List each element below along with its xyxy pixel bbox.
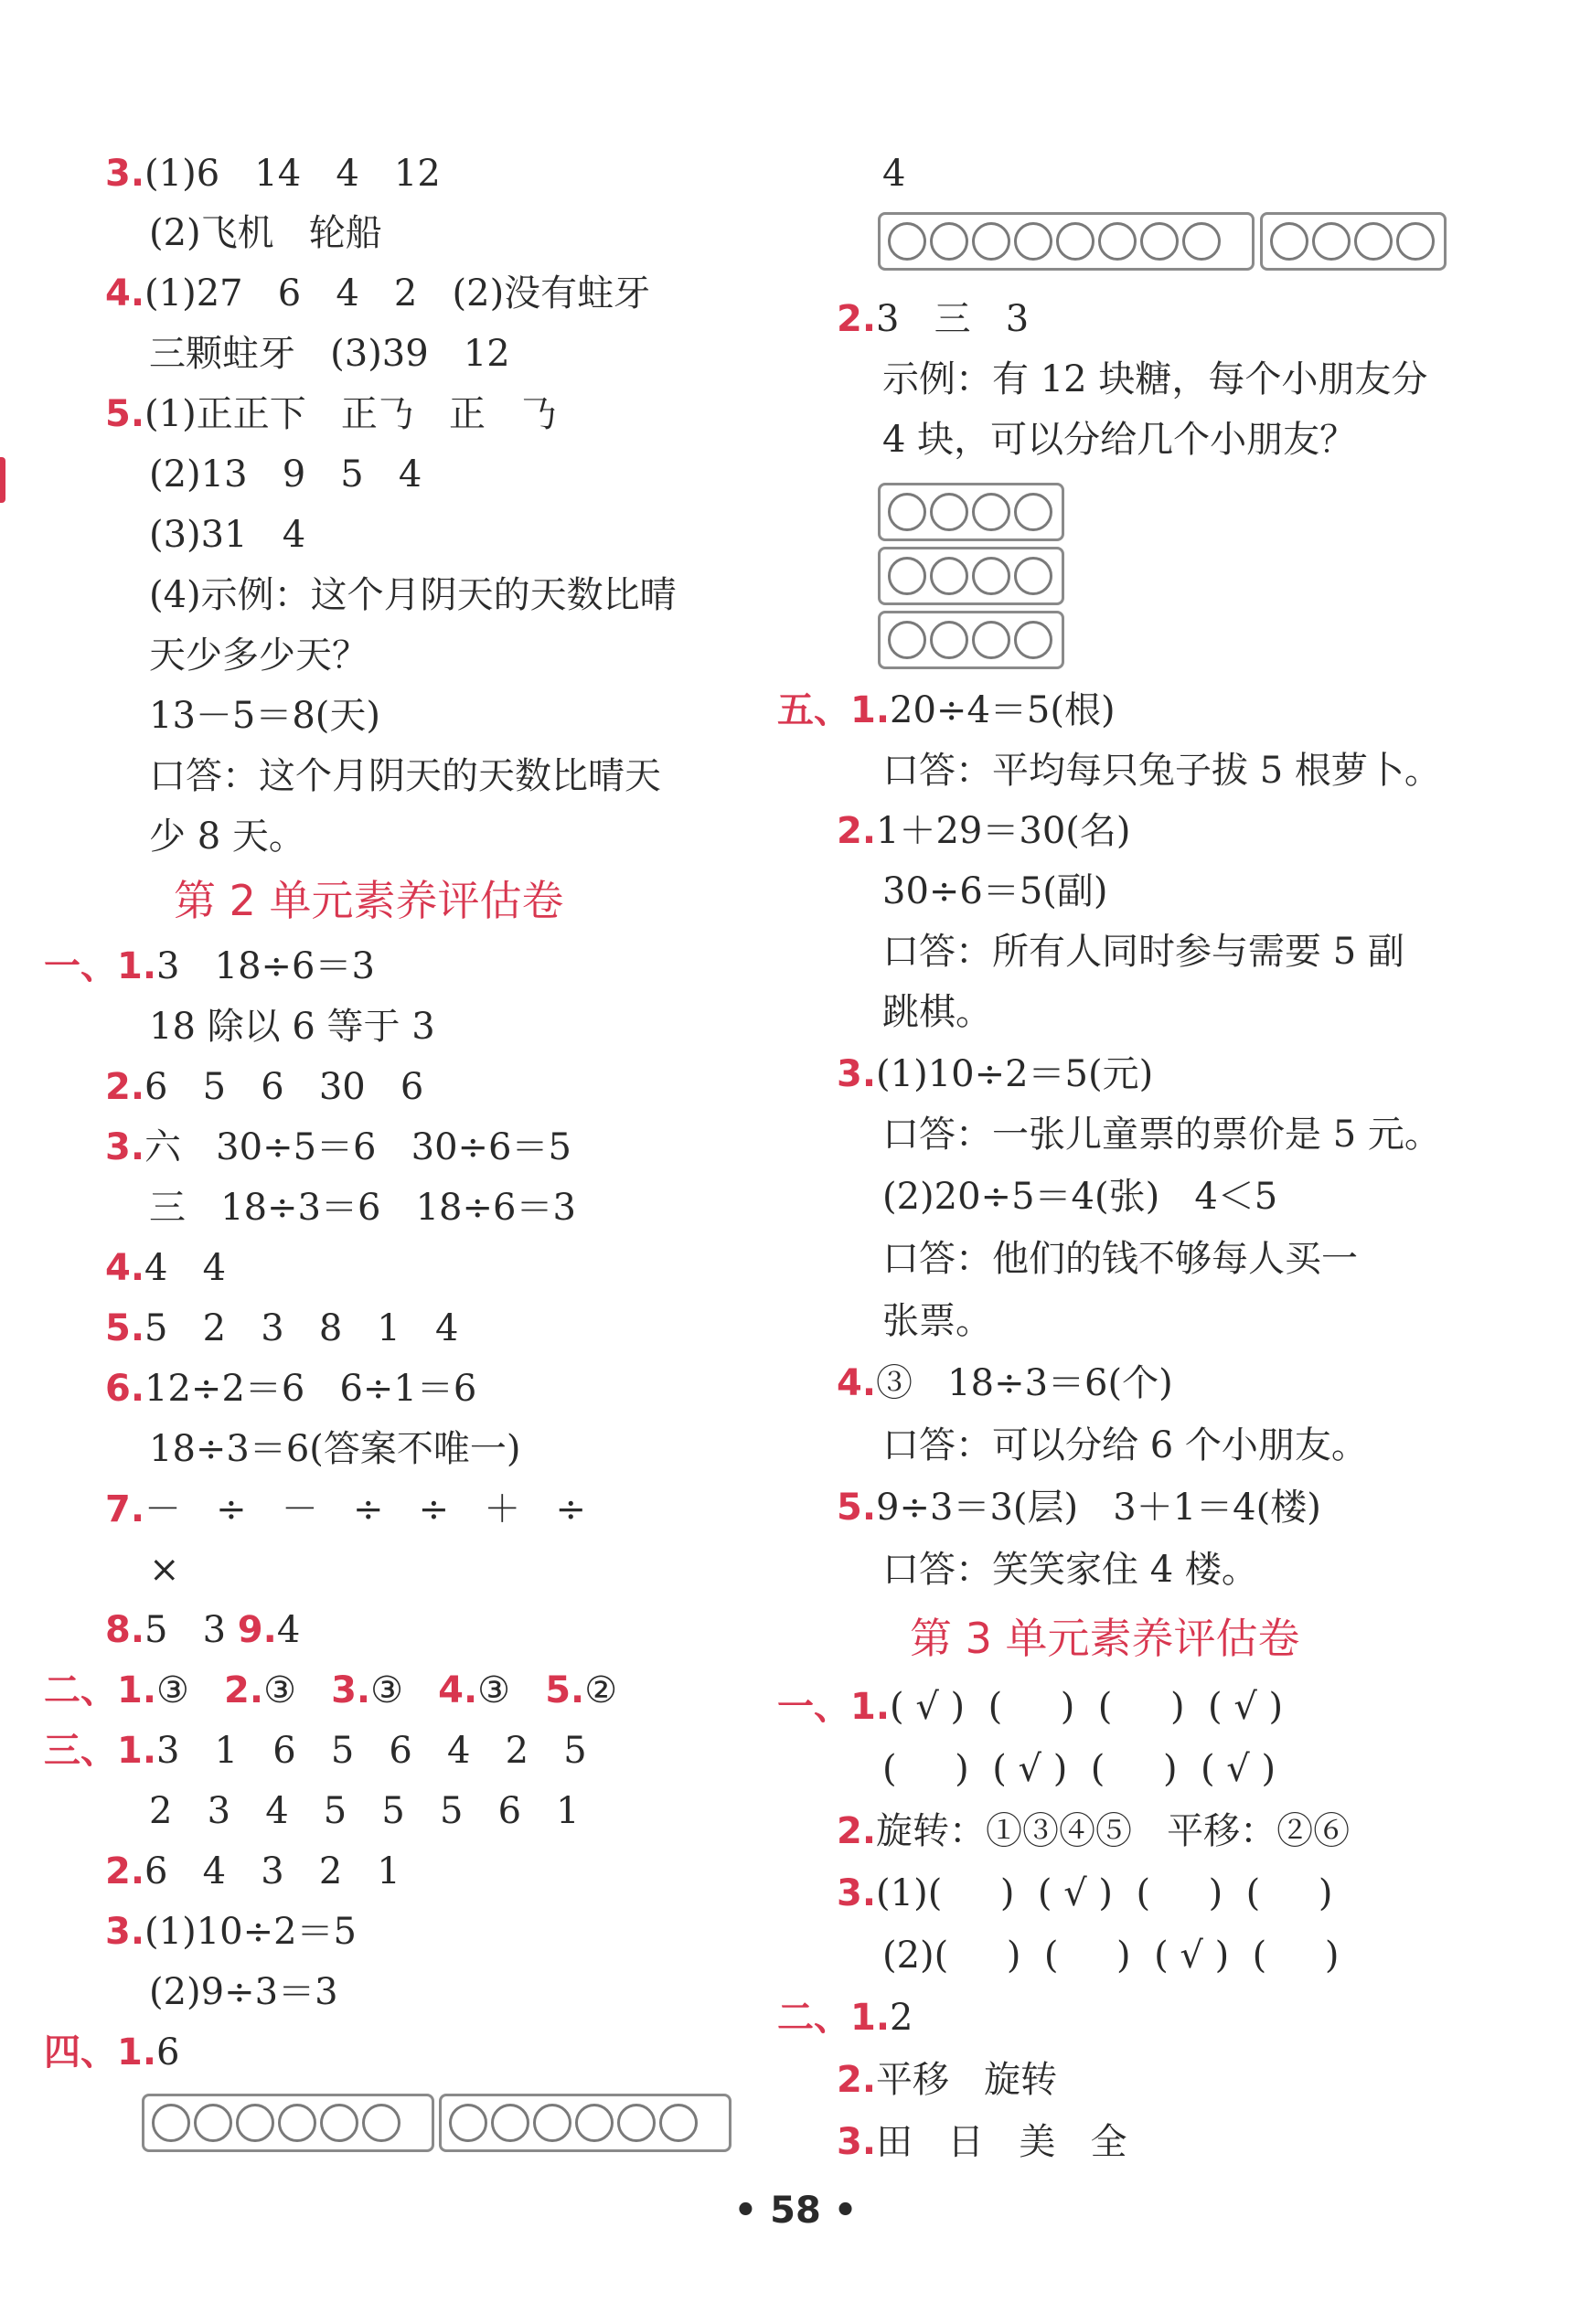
- answer-line: 3.六 30÷5＝6 30÷6＝5: [105, 1126, 571, 1168]
- answer-line: 2.旋转：①③④⑤ 平移：②⑥: [837, 1810, 1351, 1852]
- answer-line: 3.田 日 美 全: [837, 2121, 1127, 2163]
- answer-line: 2 3 4 5 5 5 6 1: [149, 1790, 580, 1832]
- circle-mark: [533, 2104, 571, 2142]
- answer-line: ×: [149, 1549, 180, 1591]
- circle-mark: [972, 557, 1010, 595]
- answer-line: 三颗蛀牙 (3)39 12: [149, 333, 510, 375]
- circle-mark: [1014, 222, 1052, 261]
- circle-mark: [617, 2104, 656, 2142]
- answer-line: 五、1.20÷4＝5(根): [777, 689, 1116, 731]
- answer-line: 口答：平均每只兔子拔 5 根萝卜。: [882, 750, 1441, 792]
- answer-line: 3.(1)10÷2＝5(元): [837, 1053, 1154, 1095]
- answer-line: 5.(1)正正下 正𠄎 正 𠄎: [105, 393, 558, 435]
- answer-line: 少 8 天。: [149, 816, 305, 858]
- answer-line: (3)31 4: [149, 514, 306, 556]
- answer-line: 2.6 5 6 30 6: [105, 1066, 424, 1108]
- circle-mark: [362, 2104, 400, 2142]
- circle-mark: [278, 2104, 316, 2142]
- circle-mark: [930, 222, 968, 261]
- circle-mark: [972, 493, 1010, 531]
- answer-line: 4 块，可以分给几个小朋友？: [882, 419, 1357, 461]
- answer-line: 3.(1)6 14 4 12: [105, 153, 441, 195]
- circle-mark: [1354, 222, 1393, 261]
- answer-line: 18÷3＝6(答案不唯一): [149, 1428, 521, 1470]
- circle-group-box: [878, 212, 1255, 271]
- answer-line: 示例：有 12 块糖，每个小朋友分: [882, 358, 1428, 400]
- answer-line: 一、1.3 18÷6＝3: [44, 945, 375, 987]
- circle-mark: [1182, 222, 1221, 261]
- answer-line: 3.(1)( ) ( √ ) ( ) ( ): [837, 1872, 1333, 1914]
- answer-line: (2)9÷3＝3: [149, 1971, 338, 2013]
- circle-mark: [575, 2104, 614, 2142]
- answer-line: 30÷6＝5(副): [882, 870, 1108, 912]
- answer-line: 2.1＋29＝30(名): [837, 810, 1131, 852]
- answer-line: 4.(1)27 6 4 2 (2)没有蛀牙: [105, 272, 651, 314]
- answer-line: 5.9÷3＝3(层) 3＋1＝4(楼): [837, 1487, 1321, 1529]
- answer-line: 4.4 4: [105, 1247, 227, 1289]
- circle-mark: [888, 493, 926, 531]
- answer-line: 一、1.( √ ) ( ) ( ) ( √ ): [777, 1686, 1284, 1728]
- answer-line: 4: [882, 153, 906, 195]
- answer-line: 2.平移 旋转: [837, 2059, 1058, 2101]
- page-edge-mark: [0, 457, 5, 503]
- circle-mark: [972, 222, 1010, 261]
- unit3-heading: 第 3 单元素养评估卷: [910, 1614, 1300, 1663]
- circle-mark: [152, 2104, 190, 2142]
- circle-mark: [320, 2104, 358, 2142]
- answer-line: 3.(1)10÷2＝5: [105, 1911, 358, 1953]
- answer-line: 8.5 3 9.4: [105, 1609, 301, 1651]
- answer-line: 4.③ 18÷3＝6(个): [837, 1362, 1173, 1404]
- answer-line: 口答：所有人同时参与需要 5 副: [882, 931, 1404, 973]
- circle-mark: [888, 621, 926, 659]
- circle-group-box: [878, 611, 1064, 669]
- circle-group-box: [1260, 212, 1447, 271]
- circle-mark: [1056, 222, 1094, 261]
- circle-mark: [1014, 493, 1052, 531]
- circle-mark: [236, 2104, 274, 2142]
- answer-line: 口答：这个月阴天的天数比晴天: [149, 755, 661, 797]
- answer-line: 张票。: [882, 1300, 992, 1342]
- circle-mark: [449, 2104, 487, 2142]
- answer-line-section2: 二、1.③ 2.③ 3.③ 4.③ 5.②: [44, 1669, 618, 1711]
- answer-line: 口答：笑笑家住 4 楼。: [882, 1549, 1258, 1591]
- answer-line: 口答：可以分给 6 个小朋友。: [882, 1424, 1368, 1466]
- circle-mark: [659, 2104, 698, 2142]
- answer-line: 三 18÷3＝6 18÷6＝3: [149, 1187, 576, 1229]
- answer-line: ( ) ( √ ) ( ) ( √ ): [882, 1748, 1276, 1790]
- answer-line: 5.5 2 3 8 1 4: [105, 1307, 459, 1349]
- answer-line: (2)飞机 轮船: [149, 212, 382, 254]
- circle-group-box: [439, 2094, 731, 2152]
- answer-line: 口答：他们的钱不够每人买一: [882, 1238, 1358, 1280]
- answer-line: 6.12÷2＝6 6÷1＝6: [105, 1368, 477, 1410]
- answer-line: (2)( ) ( ) ( √ ) ( ): [882, 1935, 1340, 1977]
- answer-line: 2.3 三 3: [837, 298, 1030, 340]
- answer-line: 跳棋。: [882, 991, 992, 1033]
- circle-group-box: [878, 547, 1064, 605]
- answer-line: (2)13 9 5 4: [149, 453, 422, 496]
- circle-mark: [930, 557, 968, 595]
- circle-mark: [194, 2104, 232, 2142]
- circle-mark: [930, 621, 968, 659]
- answer-line: 口答：一张儿童票的票价是 5 元。: [882, 1114, 1441, 1156]
- circle-mark: [1140, 222, 1179, 261]
- circle-mark: [888, 557, 926, 595]
- circle-group-box: [878, 483, 1064, 541]
- answer-line: 13－5＝8(天): [149, 695, 381, 737]
- circle-mark: [1014, 557, 1052, 595]
- circle-mark: [888, 222, 926, 261]
- answer-line: 三、1.3 1 6 5 6 4 2 5: [44, 1730, 587, 1772]
- answer-line: 天少多少天？: [149, 634, 368, 677]
- circle-mark: [491, 2104, 529, 2142]
- circle-mark: [1014, 621, 1052, 659]
- answer-line: 2.6 4 3 2 1: [105, 1850, 400, 1892]
- page-number: • 58 •: [733, 2190, 858, 2232]
- answer-line: (4)示例：这个月阴天的天数比晴: [149, 574, 677, 616]
- circle-group-box: [142, 2094, 434, 2152]
- answer-line: 7.－ ÷ － ÷ ÷ ＋ ÷: [105, 1488, 586, 1530]
- unit2-heading: 第 2 单元素养评估卷: [174, 876, 564, 925]
- circle-mark: [930, 493, 968, 531]
- circle-mark: [1396, 222, 1435, 261]
- answer-line: (2)20÷5＝4(张) 4＜5: [882, 1176, 1278, 1218]
- circle-mark: [1098, 222, 1137, 261]
- answer-line: 18 除以 6 等于 3: [149, 1006, 435, 1048]
- circle-mark: [1312, 222, 1351, 261]
- circle-mark: [1270, 222, 1308, 261]
- answer-line: 二、1.2: [777, 1997, 913, 2039]
- answer-line: 四、1.6: [44, 2031, 180, 2073]
- circle-mark: [972, 621, 1010, 659]
